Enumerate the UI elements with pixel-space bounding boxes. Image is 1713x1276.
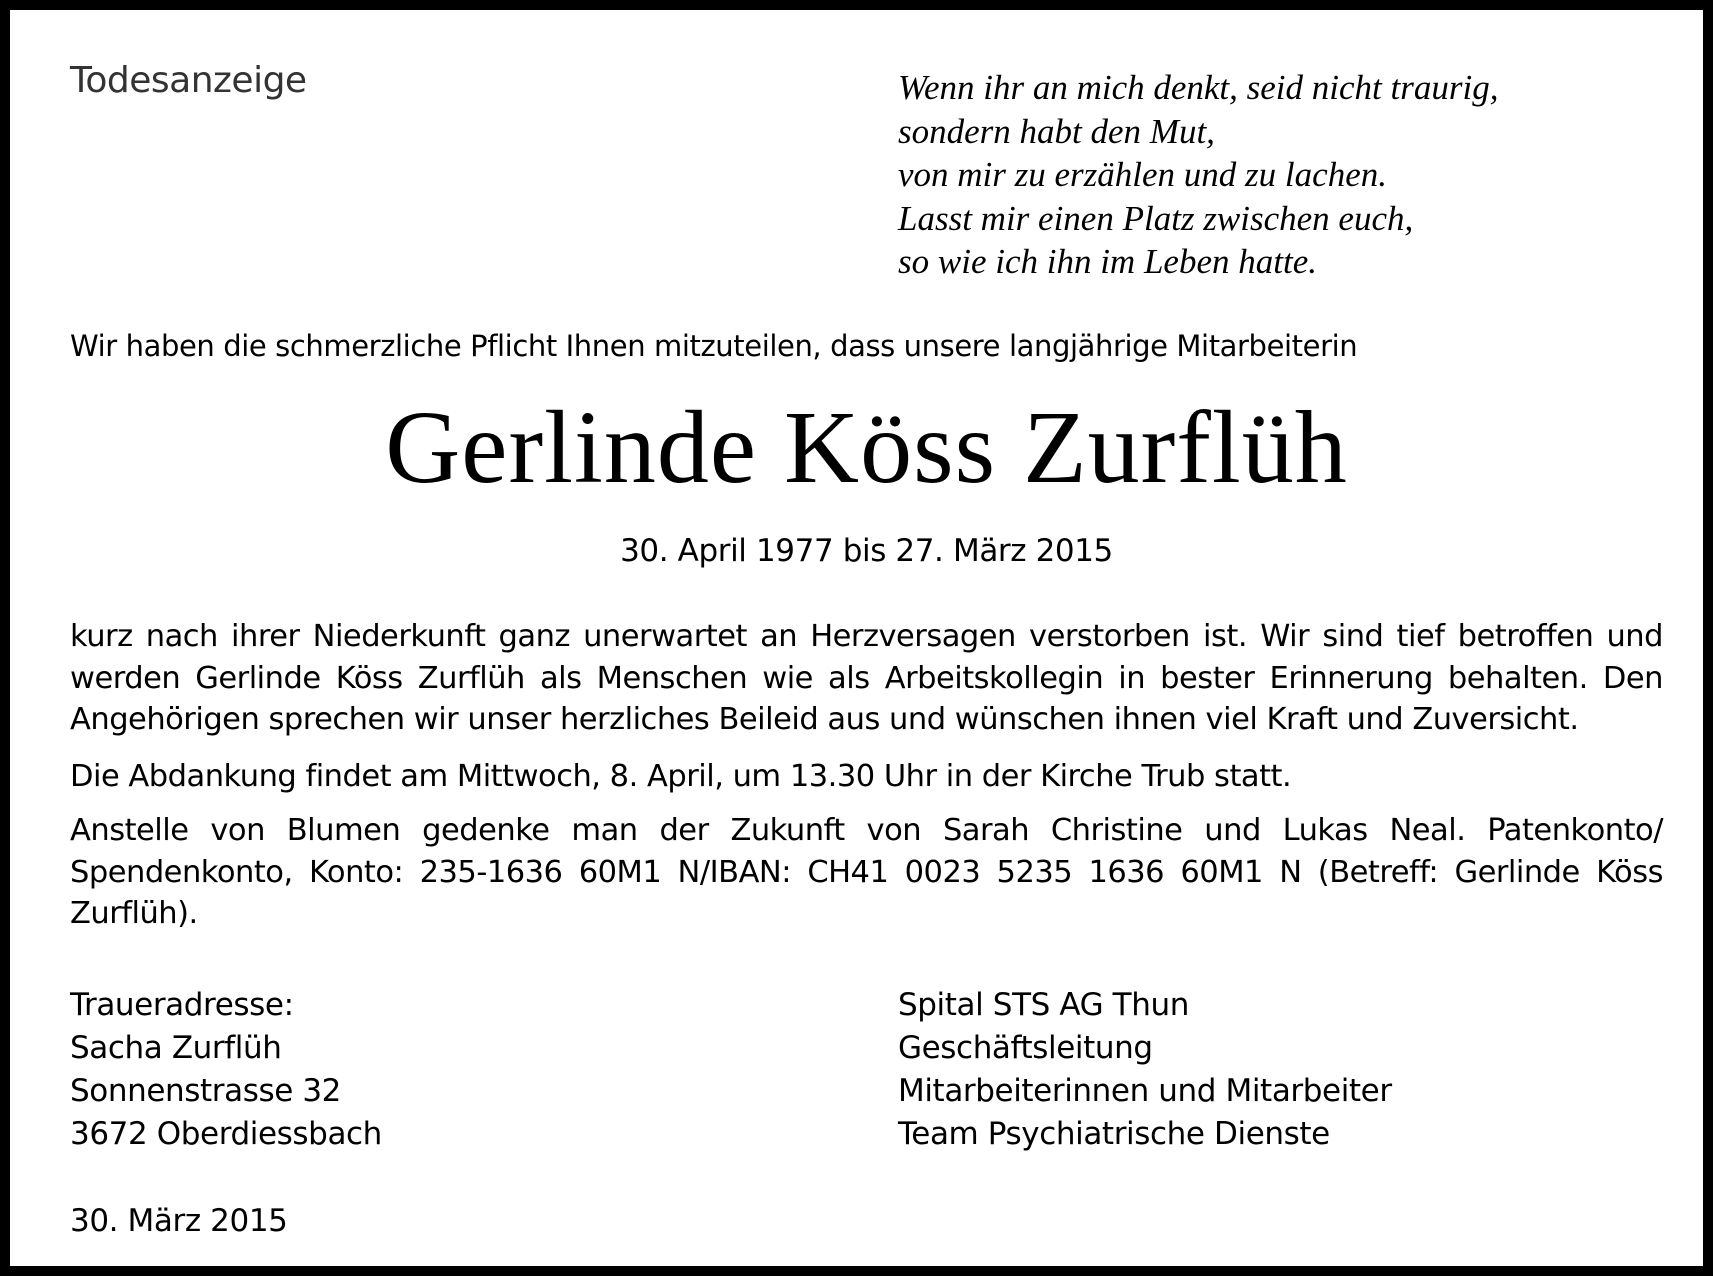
address-city: 3672 Oberdiessbach	[70, 1116, 382, 1152]
address-label: Traueradresse:	[70, 987, 294, 1023]
signatory-line: Mitarbeiterinnen und Mitarbeiter	[898, 1073, 1392, 1109]
service-paragraph: Die Abdankung findet am Mittwoch, 8. April, um 13.30 Uhr in der Kirche Trub statt.	[70, 759, 1292, 794]
notice-paragraph: kurz nach ihrer Niederkunft ganz unerwartet an Herzversagen verstorben ist. Wir sind tief betroffen und werden Gerlinde Köss Zurflüh als Menschen wie als Arbeitskollegin in bester Erinnerung behalten. Den Angehörigen sprechen wir unser herzliches Beileid aus und wünschen ihnen viel Kraft und Zuversicht.	[70, 619, 1663, 737]
poem-line: Lasst mir einen Platz zwischen euch,	[898, 198, 1414, 238]
poem-line: von mir zu erzählen und zu lachen.	[898, 155, 1387, 194]
signatory-line: Team Psychiatrische Dienste	[898, 1116, 1330, 1152]
publication-date: 30. März 2015	[70, 1203, 288, 1239]
poem-line: Wenn ihr an mich denkt, seid nicht traurig,	[898, 68, 1499, 107]
address-street: Sonnenstrasse 32	[70, 1073, 341, 1109]
life-dates: 30. April 1977 bis 27. März 2015	[620, 533, 1113, 569]
deceased-name: Gerlinde Köss Zurflüh	[385, 390, 1348, 505]
notice-heading: Todesanzeige	[70, 60, 307, 101]
signatory-line: Geschäftsleitung	[898, 1030, 1153, 1066]
poem-line: sondern habt den Mut,	[898, 111, 1215, 151]
mourning-address	[70, 984, 830, 1156]
signatories	[898, 984, 1658, 1156]
poem-line: so wie ich ihn im Leben hatte.	[898, 242, 1317, 281]
address-name: Sacha Zurflüh	[70, 1030, 282, 1066]
intro-text: Wir haben die schmerzliche Pflicht Ihnen mitzuteilen, dass unsere langjährige Mitarbeiterin	[70, 329, 1358, 363]
memorial-poem	[898, 66, 1618, 284]
signatory-line: Spital STS AG Thun	[898, 987, 1189, 1023]
donation-paragraph: Anstelle von Blumen gedenke man der Zukunft von Sarah Christine und Lukas Neal. Patenkonto/ Spendenkonto, Konto: 235-1636 60M1 N/IBAN: CH41 0023 5235 1636 60M1 N (Betreff: Gerlinde Köss Zurflüh).	[70, 813, 1663, 931]
